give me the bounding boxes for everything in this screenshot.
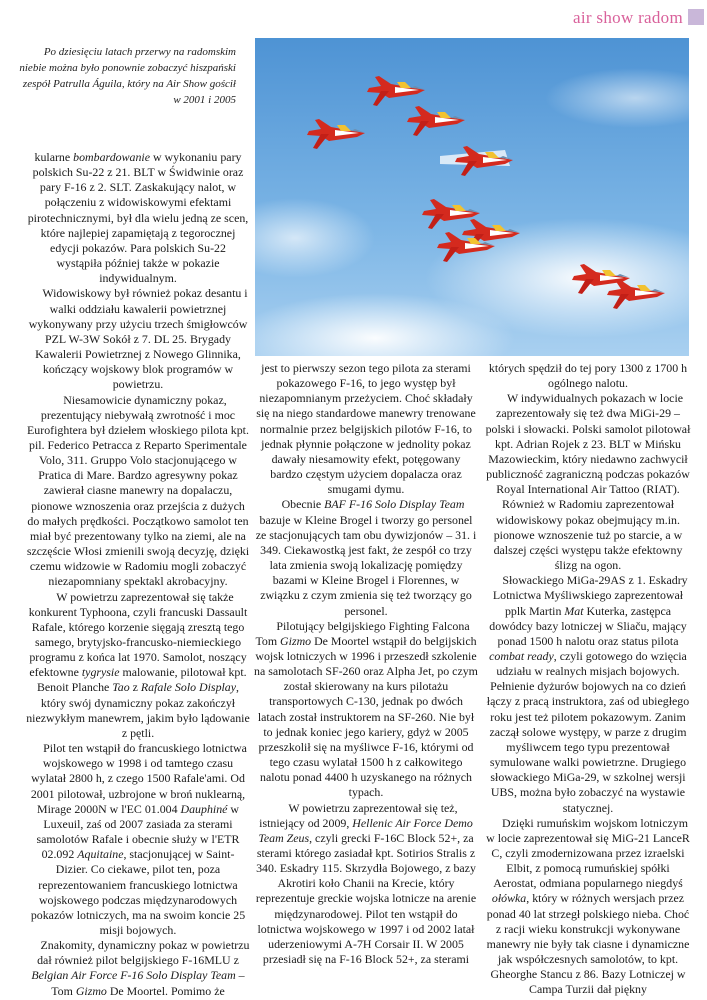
paragraph: W powietrzu zaprezentował się także konkurent Typhoona, czyli francuski Dassault Rafale, którego korzenie sięgają zresztą tego samego, brytyjsko-francusko-niemieckiego programu z końca lat 1970. Samolot, noszący efektowne tygrysie malowanie, pilotował kpt. Benoit Planche Tao z Rafale Solo Display, który swój dynamiczny pokaz zakończył niezwykłym manewrem, jakim było lądowanie z pętli.	[26, 589, 250, 740]
formation-illustration	[255, 38, 689, 356]
column-2	[254, 361, 478, 967]
photo-caption: Po dziesięciu latach przerwy na radomskim niebie można było ponownie zobaczyć hiszpański zespół Patrulla Águila, który na Air Show gościł w 2001 i 2005	[19, 46, 236, 106]
paragraph: Znakomity, dynamiczny pokaz w powietrzu dał również pilot belgijskiego F-16MLU z Belgian Air Force F-16 Solo Display Team –Tom Gizmo De Moortel. Pomimo że	[31, 938, 250, 998]
italic-term: Gizmo	[75, 983, 107, 998]
paragraph: Pilot ten wstąpił do francuskiego lotnictwa wojskowego w 1998 i od tamtego czasu wylatał 2800 h, z czego 1500 Rafale'ami. Od 2001 pilotował, uzbrojone w broń nuklearną, Mirage 2000N w l'EC 01.004 Dauphiné w Luxeuil, zaś od 2007 zasiada za sterami samolotów Rafale i obecnie służy w l'ETR 02.092 Aquitaine, stacjonującej w Saint-Dizier. Co ciekawe, pilot ten, poza reprezentowaniem francuskiego lotnictwa wojskowego podczas międzynarodowych pokazów lotniczych, ma na swoim koncie 25 misji bojowych.	[30, 741, 247, 937]
paragraph: W indywidualnych pokazach w locie zaprezentowały się też dwa MiGi-29 – polski i słowacki. Polski samolot pilotował kpt. Adrian Rojek z 23. BLT w Mińsku Mazowieckim, który niedawno zachwycił publiczność zagraniczną podczas pokazów Royal International Air Tattoo (RIAT). Również w Radomiu zaprezentował widowiskowy pokaz obejmujący m.in. pionowe wznoszenie tuż po starcie, a w dalszej części występu także efektowny ślizg na ogon.	[485, 391, 691, 573]
paragraph: Obecnie BAF F-16 Solo Display Team bazuje w Kleine Brogel i tworzy go personel ze stacjonujących tam obu dywizjonów – 31. i 349. Ciekawostką jest fakt, że zespół co trzy lata zmienia swoją lokalizację pomiędzy bazami w Kleine Brogel i Florennes, w związku z czym zmienia się też tworzący go personel.	[255, 497, 477, 618]
italic-term: Rafale Solo Display	[140, 680, 237, 695]
italic-term: bombardowanie	[73, 150, 150, 164]
italic-term: Dauphiné	[180, 801, 228, 816]
italic-term: tygrysie	[81, 665, 120, 680]
italic-term: Hellenic Air Force Demo Team Zeus	[258, 815, 473, 845]
column-3	[484, 361, 692, 998]
paragraph: Pilotujący belgijskiego Fighting Falcona Tom Gizmo De Moortel wstąpił do belgijskich wojsk lotniczych w 1996 i przeszedł szkolenie na samolotach SF-260 oraz Alpha Jet, po czym został skierowany na kurs pilotażu transportowych C-130, jednak po dwóch latach został instruktorem na SF-260. Nie był to jednak koniec jego kariery, gdyż w 2005 przeszkolił się na myśliwce F-16, którymi od tego czasu wylatał 1500 h z całkowitego nalotu ponad 4400 h uzyskanego na różnych typach.	[254, 618, 478, 800]
paragraph: Dzięki rumuńskim wojskom lotniczym w locie zaprezentował się MiG-21 LanceR C, czyli zmodernizowana przez izraelski Elbit, z pomocą rumuńskiej spółki Aerostat, odmiana popularnego niegdyś ołówka, który w różnych wersjach przez ponad 40 lat strzegł polskiego nieba. Choć z racji wieku konstrukcji wykonywane manewry nie były tak ciasne i dynamiczne jak współczesnych samolotów, to kpt. Gheorghe Stancu z 86. Bazy Lotniczej w Campa Turzii dał piękny	[486, 815, 690, 997]
page-header	[0, 0, 707, 34]
paragraph: W powietrzu zaprezentował się też, istniejący od 2009, Hellenic Air Force Demo Team Zeus, czyli grecki F-16C Block 52+, za sterami którego zasiadał kpt. Sotirios Stralis z 340. Eskadry 115. Skrzydła Bojowego, z bazy Akrotiri koło Chanii na Krecie, który reprezentuje greckie wojska lotnicze na arenie międzynarodowej. Pilot ten wstąpił do lotnictwa wojskowego w 1997 i od 2002 latał uderzeniowymi A-7H Corsair II. W 2005 przesiadł się na F-16 Block 52+, za sterami	[255, 800, 477, 967]
header-accent-square	[688, 9, 704, 25]
italic-term: Gizmo	[280, 633, 312, 648]
italic-term: Belgian Air Force F-16 Solo Display Team	[31, 968, 236, 983]
section-title: air show radom	[573, 8, 683, 27]
italic-term: BAF F-16 Solo Display Team	[324, 497, 465, 512]
paragraph: Niesamowicie dynamiczny pokaz, prezentujący niebywałą zwrotność i moc Eurofightera był dziełem włoskiego pilota kpt. pil. Federico Petracca z Reparto Sperimentale Volo, 311. Gruppo Volo stacjonującego w Pratica di Mare. Bardzo agresywny pokaz zawierał ciasne manewry na dopalaczu, pionowe wznoszenia oraz przejścia z dużych do małych prędkości. Początkowo samolot ten miał być prezentowany tylko na ziemi, ale na szczęście Włosi zmienili swoją decyzję, dzięki czemu widzowie w Radomiu mogli zobaczyć niezapomniany spektakl akrobacyjny.	[26, 392, 250, 589]
italic-term: combat ready	[489, 648, 554, 663]
italic-term: Mat	[564, 603, 584, 618]
italic-term: ołówka	[491, 891, 527, 906]
column-1	[26, 150, 250, 999]
italic-term: Tao	[112, 680, 130, 695]
paragraph: Widowiskowy był również pokaz desantu i walki oddziału kawalerii powietrznej wykonywany przy użyciu trzech śmigłowców PZL W-3W Sokół z 7. DL 25. Brygady Kawalerii Powietrznej z Nowego Glinnika, kończący wojskowy blok programów w powietrzu.	[28, 286, 248, 392]
aerobatic-team-photo	[255, 38, 689, 356]
paragraph: kularne bombardowanie w wykonaniu pary polskich Su-22 z 21. BLT w Świdwinie oraz pary F-16 z 2. SLT. Zaskakujący nalot, w połączeniu z widowiskowymi efektami pirotechnicznymi, był dla wielu jedną ze scen, które najlepiej zapamiętają z tegorocznej edycji pokazów. Para polskich Su-22 wystąpiła później także w pokazie indywidualnym.	[27, 150, 249, 286]
paragraph: których spędził do tej pory 1300 z 1700 h ogólnego nalotu.	[488, 361, 688, 391]
paragraph: Słowackiego MiGa-29AS z 1. Eskadry Lotnictwa Myśliwskiego zaprezentował pplk Martin Mat Kuterka, zastępca dowódcy bazy lotniczej w Sliaču, mający ponad 1500 h nalotu oraz status pilota combat ready, czyli gotowego do wzięcia udziału w realnych misjach bojowych. Pełnienie dyżurów bojowych na co dzień łączy z pracą instruktora, zaś od ubiegłego roku jest też pilotem pokazowym. Zanim zaczął solowe występy, w parze z drugim myśliwcem tego typu prezentował symulowane walki powietrzne. Drugiego słowackiego MiGa-29, w szkolnej wersji UBS, można było zobaczyć na wystawie statycznej.	[486, 573, 690, 815]
italic-term: Aquitaine	[77, 847, 124, 862]
paragraph: jest to pierwszy sezon tego pilota za sterami pokazowego F-16, to jego występ był niezapomnianym przeżyciem. Choć składały się na niego standardowe manewry trenowane normalnie przez belgijskich pilotów F-16, to jednak płynnie połączone w jednolity pokaz dawały niesamowity efekt, potęgowany bardzo częstym użyciem dopalacza oraz smugami dymu.	[256, 361, 476, 497]
